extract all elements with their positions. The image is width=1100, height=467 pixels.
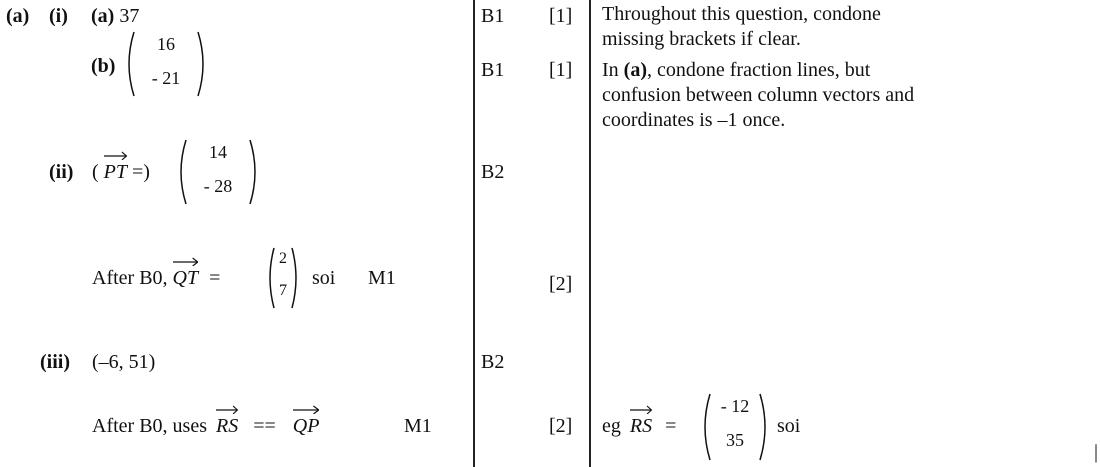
vector-qt: QT bbox=[173, 266, 199, 290]
mark-total: [1] bbox=[549, 59, 573, 81]
arrow-icon bbox=[216, 404, 238, 414]
mark-total: [2] bbox=[549, 415, 573, 437]
mark-total: [1] bbox=[549, 5, 573, 27]
method-prefix: After B0, bbox=[92, 267, 168, 289]
question-label-iii: (iii) bbox=[40, 351, 70, 373]
vector-top: 2 bbox=[279, 250, 287, 267]
arrow-icon bbox=[173, 256, 199, 266]
question-label-a: (a) bbox=[6, 5, 30, 27]
vector-qp: QP bbox=[293, 414, 320, 438]
mark-b1: B1 bbox=[481, 59, 505, 81]
equals-sign: == bbox=[253, 415, 276, 437]
open-paren: ( bbox=[92, 161, 99, 183]
vector-bottom: - 28 bbox=[203, 176, 233, 196]
answer-coordinates: (–6, 51) bbox=[92, 351, 156, 373]
pt-expression bbox=[92, 160, 150, 184]
vector-rs: RS bbox=[630, 414, 652, 438]
column-vector-qt bbox=[266, 246, 300, 310]
vector-rs: RS bbox=[216, 414, 238, 438]
mark-b2: B2 bbox=[481, 161, 505, 183]
method-line-iii bbox=[92, 414, 319, 438]
comment-fraction-lines: In (a), condone fraction lines, but confusion between column vectors and coordinates is –1 once. bbox=[602, 59, 915, 131]
column-vector-rs bbox=[700, 392, 770, 462]
column-vector-b bbox=[124, 30, 208, 98]
soi-note: soi bbox=[777, 415, 801, 437]
question-label-i: (i) bbox=[49, 5, 68, 27]
mark-b1: B1 bbox=[481, 5, 505, 27]
comment-example: eg RS = bbox=[602, 414, 676, 438]
sub-label-b: (b) bbox=[91, 55, 116, 77]
sub-a-line bbox=[91, 4, 139, 28]
vector-bottom: 7 bbox=[279, 282, 287, 299]
mark-b2: B2 bbox=[481, 351, 505, 373]
method-prefix: After B0, uses bbox=[92, 415, 207, 437]
vector-bottom: - 21 bbox=[151, 68, 181, 88]
text-cursor: | bbox=[1094, 441, 1099, 463]
vector-top: - 12 bbox=[720, 396, 750, 416]
answer-value: 37 bbox=[119, 5, 140, 27]
vector-top: 14 bbox=[209, 142, 227, 162]
arrow-icon bbox=[104, 150, 127, 160]
method-line-ii bbox=[92, 266, 220, 290]
method-mark: M1 bbox=[368, 267, 396, 289]
vector-bottom: 35 bbox=[726, 430, 744, 450]
column-divider-left bbox=[473, 0, 475, 467]
method-mark: M1 bbox=[404, 415, 432, 437]
comment-brackets: Throughout this question, condone missing brackets if clear. bbox=[602, 3, 881, 50]
vector-pt: PT bbox=[104, 160, 127, 184]
column-vector-pt bbox=[176, 138, 260, 206]
sub-label-a: (a) bbox=[91, 5, 115, 27]
vector-top: 16 bbox=[157, 34, 175, 54]
arrow-icon bbox=[293, 404, 320, 414]
arrow-icon bbox=[630, 404, 652, 414]
column-divider-right bbox=[589, 0, 591, 467]
equals-sign: = bbox=[209, 267, 221, 289]
mark-total: [2] bbox=[549, 273, 573, 295]
soi-note: soi bbox=[312, 267, 336, 289]
equals-close: =) bbox=[132, 161, 150, 183]
question-label-ii: (ii) bbox=[49, 161, 74, 183]
